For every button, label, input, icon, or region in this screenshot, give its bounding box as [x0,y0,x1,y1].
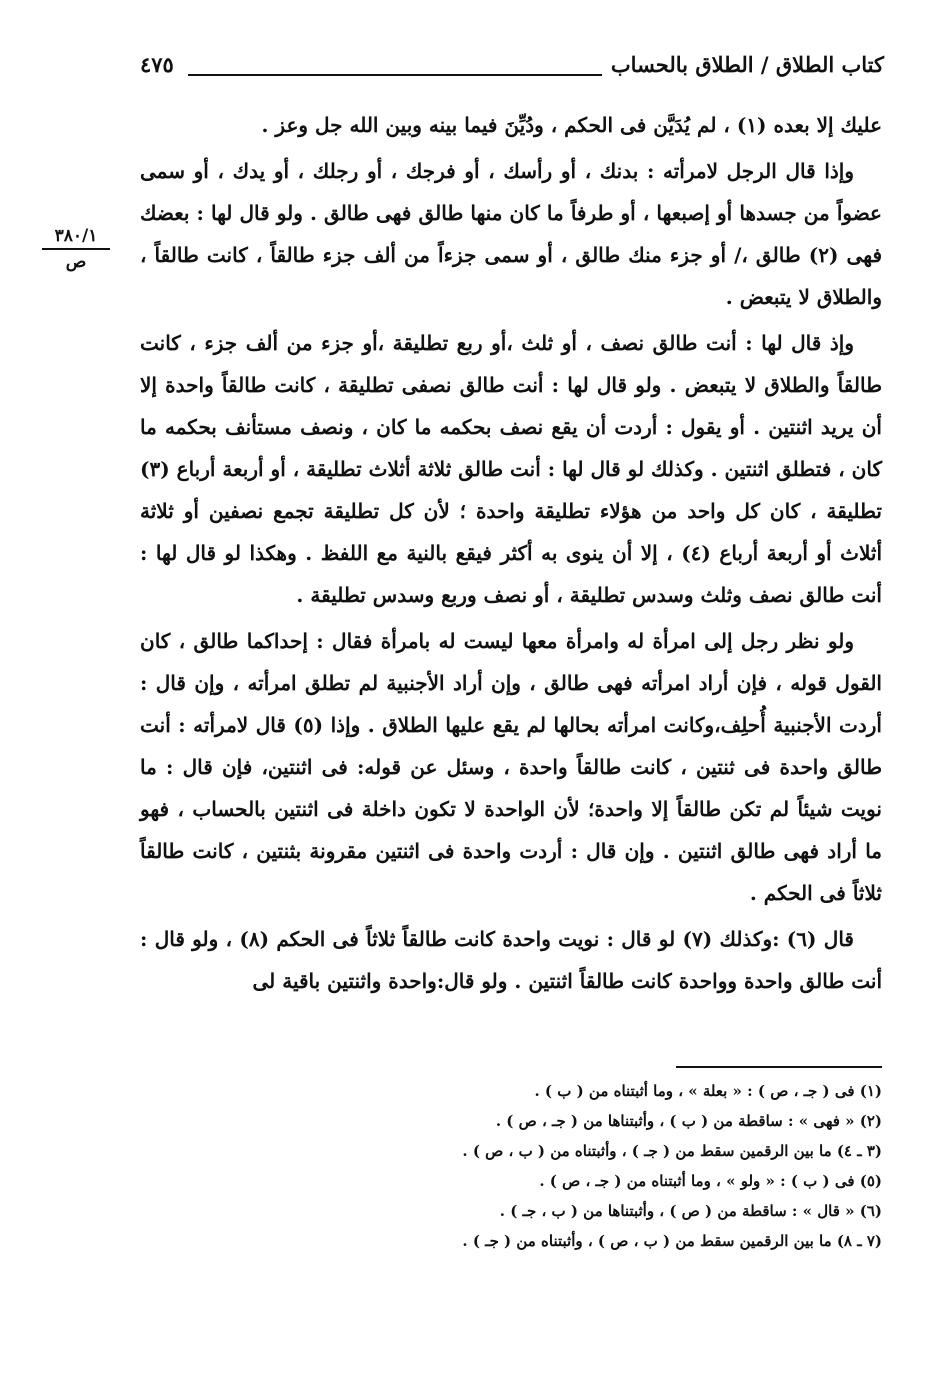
running-header [140,52,884,92]
page-number: ٤٧٥ [140,52,174,77]
footnote: (٧ ـ ٨) ما بين الرقمين سقط من ( ب ، ص ) ، وأثبتناه من ( جـ ) . [462,1232,882,1250]
footnote: (٥) فى ( ب ) : « ولو » ، وما أثبتناه من ( جـ ، ص ) . [539,1172,882,1190]
folio-number: ٣٨٠/١ [54,226,98,246]
folio-manuscript-siglum: ص [65,252,87,272]
paragraph: وإذا قال الرجل لامرأته : بدنك ، أو رأسك ، أو فرجك ، أو رجلك ، أو يدك ، أو سمى عضواً من جسدها أو إصبعها ، أو طرفاً ما كان منها طالق فهى طالق . ولو قال لها : بعضك فهى (٢) طالق ،/ أو جزء منك طالق ، أو سمى جزءاً من ألف جزء طالقاً ، كانت طالقاً ، والطلاق لا يتبعض . [140,159,883,309]
footnote: (١) فى ( جـ ، ص ) : « بعلة » ، وما أثبتناه من ( ب ) . [534,1082,882,1100]
manuscript-folio-note [40,226,112,272]
paragraph: وإذ قال لها : أنت طالق نصف ، أو ثلث ،أو ربع تطليقة ،أو جزء من ألف جزء ، كانت طالقاً والطلاق لا يتبعض . ولو قال لها : أنت طالق نصفى تطليقة ، كانت طالقاً واحدة إلا أن يريد اثنتين . أو يقول : أردت أن يقع نصف بحكمه ما كان ، ونصف مستأنف بحكمه ما كان ، فتطلق اثنتين . وكذلك لو قال لها : أنت طالق ثلاثة أثلاث تطليقة ، أو أربعة أرباع (٣) تطليقة ، كان كل واحد من هؤلاء تطليقة واحدة ؛ لأن كل تطليقة تجمع نصفين أو ثلاثة أثلاث أو أربعة أرباع (٤) ، إلا أن ينوى به أكثر فيقع بالنية مع اللفظ . وهكذا لو قال لها : أنت طالق نصف وثلث وسدس تطليقة ، أو نصف وربع وسدس تطليقة . [140,331,882,607]
footnote: (٣ ـ ٤) ما بين الرقمين سقط من ( جـ ) ، وأثبتناه من ( ب ، ص ) . [462,1142,882,1160]
footnote: (٢) « فهى » : ساقطة من ( ب ) ، وأثبتناها من ( جـ ، ص ) . [495,1112,882,1130]
running-header-title: كتاب الطلاق / الطلاق بالحساب [610,52,884,77]
footnotes [140,1076,882,1256]
header-rule [188,74,602,76]
footnote-separator [676,1066,882,1068]
paragraph: ولو نظر رجل إلى امرأة له وامرأة معها ليست له بامرأة فقال : إحداكما طالق ، كان القول قوله ، فإن أراد امرأته فهى طالق ، وإن أراد الأجنبية لم تطلق امرأته ، وإن قال : أردت الأجنبية أُحلِف،وكانت امرأته بحالها لم يقع عليها الطلاق . وإذا (٥) قال لامرأته : أنت طالق واحدة فى ثنتين ، كانت طالقاً واحدة ، وسئل عن قوله: فى اثنتين، فإن قال : ما نويت شيئاً لم تكن طالقاً إلا واحدة؛ لأن الواحدة لا تكون داخلة فى اثنتين بالحساب ، فهو ما أراد فهى طالق اثنتين . وإن قال : أردت واحدة فى اثنتين مقرونة بثنتين ، كانت طالقاً ثلاثاً فى الحكم . [140,629,883,905]
main-text [140,104,882,1006]
footnote: (٦) « قال » : ساقطة من ( ص ) ، وأثبتناها من ( ب ، جـ ) . [499,1202,882,1220]
paragraph: قال (٦) :وكذلك (٧) لو قال : نويت واحدة كانت طالقاً ثلاثاً فى الحكم (٨) ، ولو قال : أنت طالق واحدة وواحدة كانت طالقاً اثنتين . ولو قال:واحدة واثنتين باقية لى [140,927,882,993]
paragraph: عليك إلا بعده (١) ، لم يُدَيَّن فى الحكم ، ودُيِّنَ فيما بينه وبين الله جل وعز . [261,113,882,137]
